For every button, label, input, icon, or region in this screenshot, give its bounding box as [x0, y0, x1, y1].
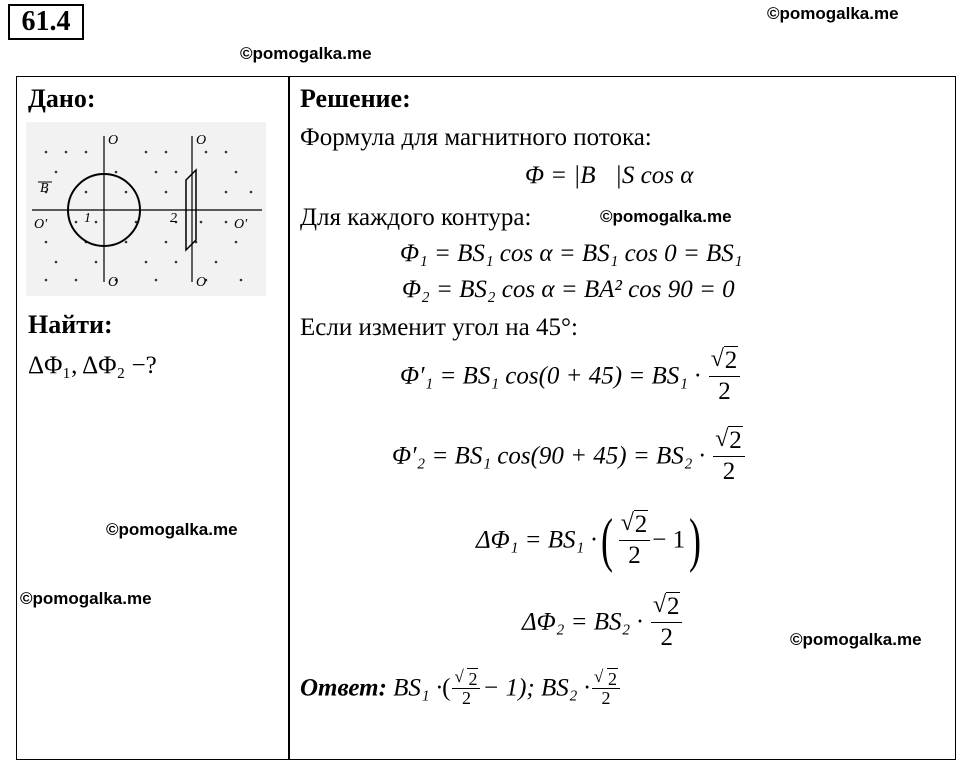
- equation-phi2-prime: [392, 426, 747, 487]
- solution-line: Формула для магнитного потока:: [300, 124, 652, 151]
- fraction: √ 2 2: [592, 670, 620, 707]
- fraction: √ 2 2: [651, 592, 683, 653]
- find-header: Найти:: [28, 310, 113, 339]
- fraction: √ 2 2: [619, 510, 651, 571]
- watermark: ©pomogalka.me: [600, 207, 732, 226]
- watermark: ©pomogalka.me: [790, 630, 922, 649]
- sqrt-value: 2: [607, 669, 617, 689]
- watermark: ©pomogalka.me: [767, 4, 899, 23]
- denominator: 2: [718, 378, 731, 405]
- denominator: 2: [461, 688, 471, 708]
- equation-phi1: Φ₁ = BS₁ cos α = BS₁ cos 0 = BS₁: [400, 240, 743, 267]
- sqrt-value: 2: [634, 511, 648, 538]
- label-o-prime: O': [234, 217, 248, 232]
- denominator: 2: [660, 624, 673, 651]
- equation-text: ΔΦ₁ = BS₁ ·: [476, 526, 597, 554]
- label-1: 1: [84, 211, 91, 226]
- sqrt-value: 2: [666, 593, 680, 620]
- label-o: O: [196, 275, 207, 290]
- denominator: 2: [601, 688, 611, 708]
- solution-header: Решение:: [300, 84, 411, 113]
- answer-label: Ответ:: [300, 674, 387, 702]
- fraction: √ 2 2: [709, 346, 741, 407]
- fraction: √ 2 2: [713, 426, 745, 487]
- equation-phi2: Φ₂ = BS₂ cos α = BA² cos 90 = 0: [402, 276, 735, 303]
- label-b: B: [40, 181, 49, 196]
- denominator: 2: [628, 542, 641, 569]
- answer-part: BS₁ ·: [393, 674, 443, 702]
- label-o: O: [108, 275, 119, 290]
- watermark: ©pomogalka.me: [20, 589, 152, 608]
- column-divider: [288, 76, 290, 760]
- fraction: √ 2 2: [452, 670, 480, 707]
- equation-text: Φ′₁ = BS₁ cos(0 + 45) = BS₁ ·: [400, 362, 701, 390]
- equation-text: Φ′₂ = BS₁ cos(90 + 45) = BS₂ ·: [392, 442, 705, 470]
- watermark: ©pomogalka.me: [106, 520, 238, 539]
- solution-line: Если изменит угол на 45°:: [300, 314, 578, 341]
- formula-main: Φ = |B⃗|S cos α: [525, 162, 694, 189]
- label-o: O: [108, 133, 119, 148]
- sqrt-value: 2: [468, 669, 478, 689]
- equation-phi1-prime: [400, 346, 742, 407]
- denominator: 2: [722, 458, 736, 485]
- equation-text: ΔΦ₂ = BS₂ ·: [522, 608, 643, 636]
- sqrt-value: 2: [729, 427, 742, 454]
- label-o-prime: O': [34, 217, 48, 232]
- minus-one: − 1: [652, 526, 686, 554]
- answer-line: Ответ: BS₁ ·( √ 2 2 − 1); BS₂ · √ 2 2: [300, 670, 622, 707]
- sqrt-value: 2: [724, 347, 738, 374]
- watermark: ©pomogalka.me: [240, 44, 372, 63]
- find-expression: ΔΦ₁, ΔΦ₂ −?: [28, 352, 157, 379]
- problem-number: 61.4: [8, 4, 84, 40]
- label-o: O: [196, 133, 207, 148]
- equation-delta-phi1: ΔΦ₁ = BS₁ ·( √ 2 2 − 1): [476, 507, 702, 573]
- answer-part: − 1); BS₂ ·: [482, 674, 590, 702]
- equation-delta-phi2: [522, 592, 684, 653]
- given-header: Дано:: [28, 84, 96, 113]
- label-2: 2: [170, 211, 177, 226]
- magnetic-field-figure: [26, 122, 266, 296]
- solution-line: Для каждого контура:: [300, 204, 532, 231]
